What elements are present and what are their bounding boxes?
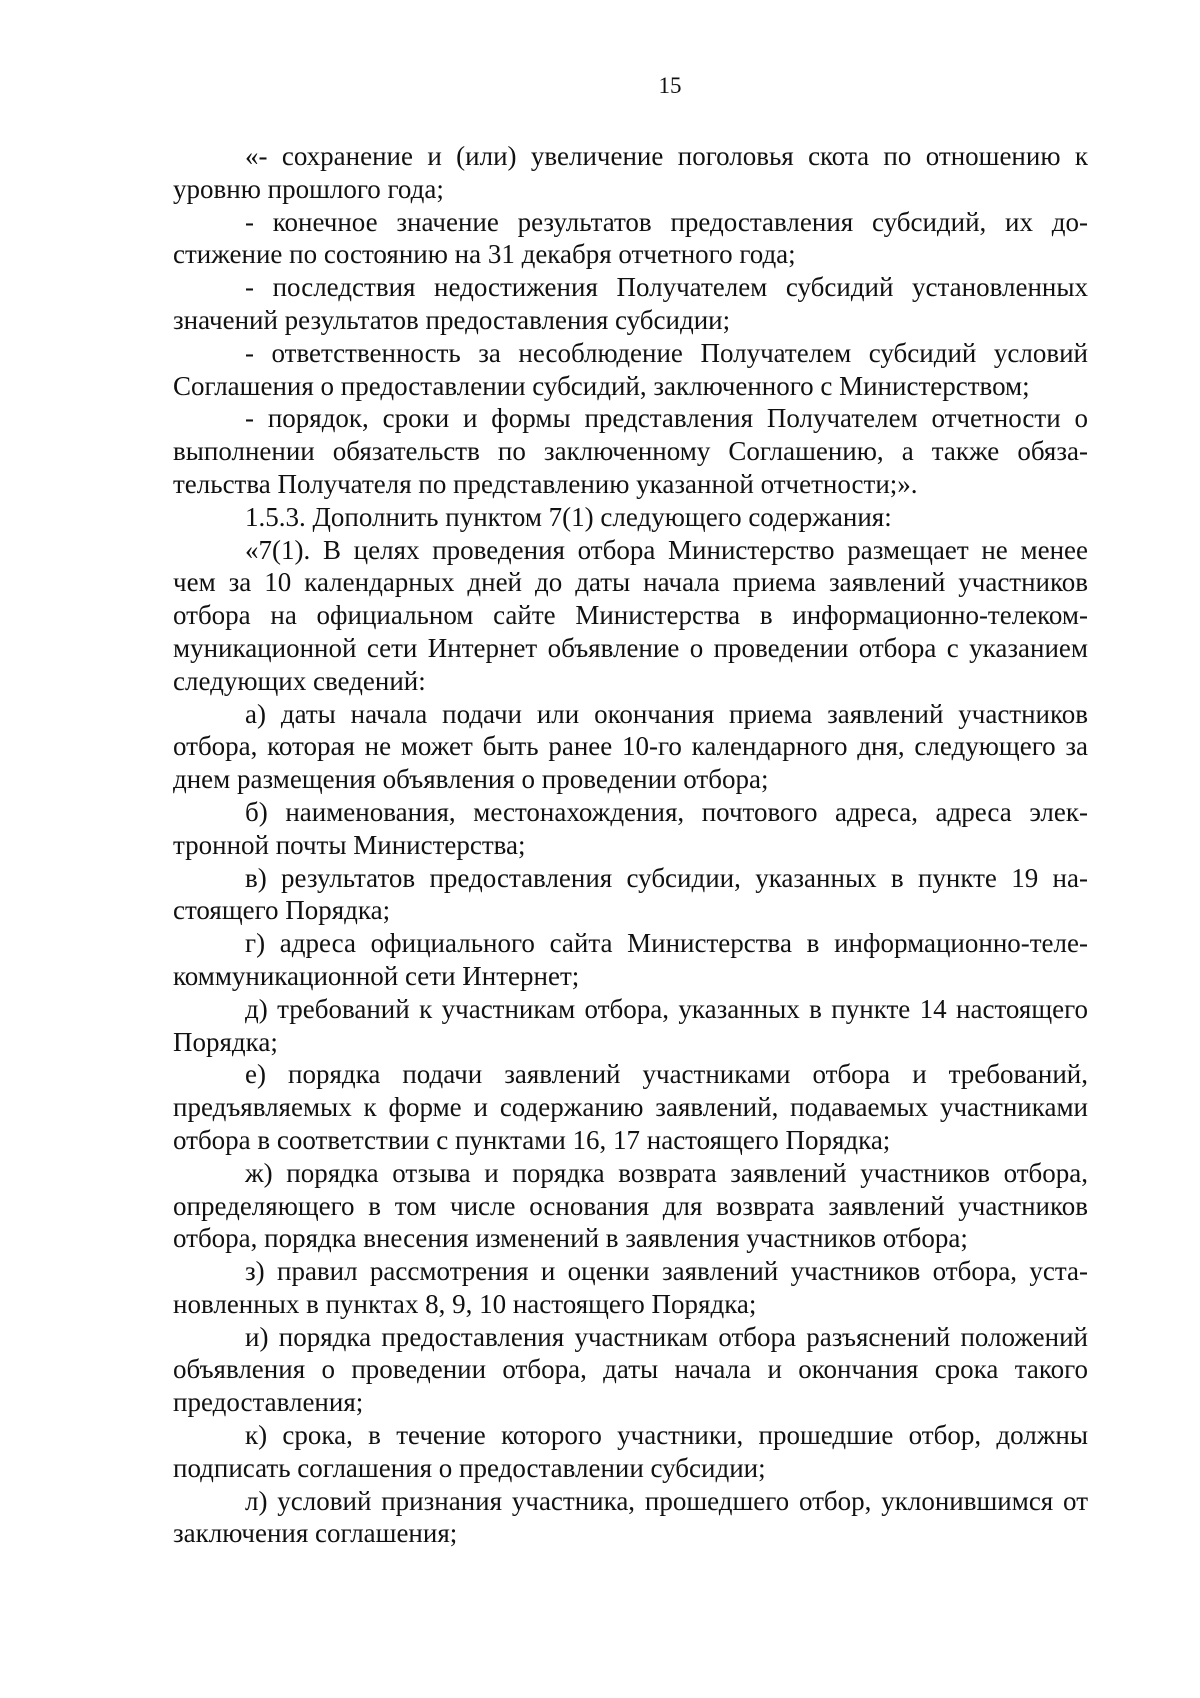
- page-number: 15: [658, 73, 682, 98]
- paragraph: з) правил рассмотрения и оценки заявлений участников отбора, установленных в пунктах 8, 9, 10 настоящего Порядка;: [173, 1256, 1088, 1319]
- paragraph: 1.5.3. Дополнить пунктом 7(1) следующего содержания:: [245, 501, 892, 532]
- paragraph: ж) порядка отзыва и порядка возврата заявлений участников отбора, определяющего в том числе основания для возврата заявлений участников отбора, порядка внесения изменений в заявления участников отбора;: [173, 1157, 1088, 1254]
- paragraph: г) адреса официального сайта Министерства в информационно-телекоммуникационной сети Интернет;: [173, 928, 1088, 991]
- paragraph: - последствия недостижения Получателем субсидий установленных значений результатов предоставления субсидии;: [173, 272, 1088, 335]
- paragraph: б) наименования, местонахождения, почтового адреса, адреса электронной почты Министерства;: [173, 796, 1088, 860]
- paragraph: и) порядка предоставления участникам отбора разъяснений положений объявления о проведении отбора, даты начала и окончания срока такого предоставления;: [173, 1321, 1088, 1418]
- paragraph: «7(1). В целях проведения отбора Министерство размещает не менее чем за 10 календарных дней до даты начала приема заявлений участников отбора на официальном сайте Министерства в информационно-телекоммуникационной сети Интернет объявление о проведении отбора с указанием следующих сведений:: [173, 534, 1088, 696]
- paragraph: - порядок, сроки и формы представления Получателем отчетности о выполнении обязательств по заключенному Соглашению, а также обязательства Получателя по представлению указанной отчетности;».: [173, 403, 1088, 499]
- document-body: [173, 140, 1088, 1550]
- paragraph: в) результатов предоставления субсидии, указанных в пункте 19 настоящего Порядка;: [173, 862, 1088, 926]
- paragraph: л) условий признания участника, прошедшего отбор, уклонившимся от заключения соглашения;: [173, 1485, 1088, 1549]
- paragraph: е) порядка подачи заявлений участниками отбора и требований, предъявляемых к форме и содержанию заявлений, подаваемых участниками отбора в соответствии с пунктами 16, 17 настоящего Порядка;: [173, 1059, 1088, 1155]
- paragraph: а) даты начала подачи или окончания приема заявлений участников отбора, которая не может быть ранее 10-го календарного дня, следующего за днем размещения объявления о проведении отбора;: [173, 698, 1088, 795]
- paragraph: к) срока, в течение которого участники, прошедшие отбор, должны подписать соглашения о предоставлении субсидии;: [173, 1420, 1088, 1483]
- paragraph: «- сохранение и (или) увеличение поголовья скота по отношению к уровню прошлого года;: [173, 141, 1088, 204]
- paragraph: - конечное значение результатов предоставления субсидий, их достижение по состоянию на 31 декабря отчетного года;: [173, 206, 1088, 270]
- paragraph: д) требований к участникам отбора, указанных в пункте 14 настоящего Порядка;: [173, 993, 1088, 1057]
- paragraph: - ответственность за несоблюдение Получателем субсидий условий Соглашения о предоставлении субсидий, заключенного с Министерством;: [173, 337, 1088, 401]
